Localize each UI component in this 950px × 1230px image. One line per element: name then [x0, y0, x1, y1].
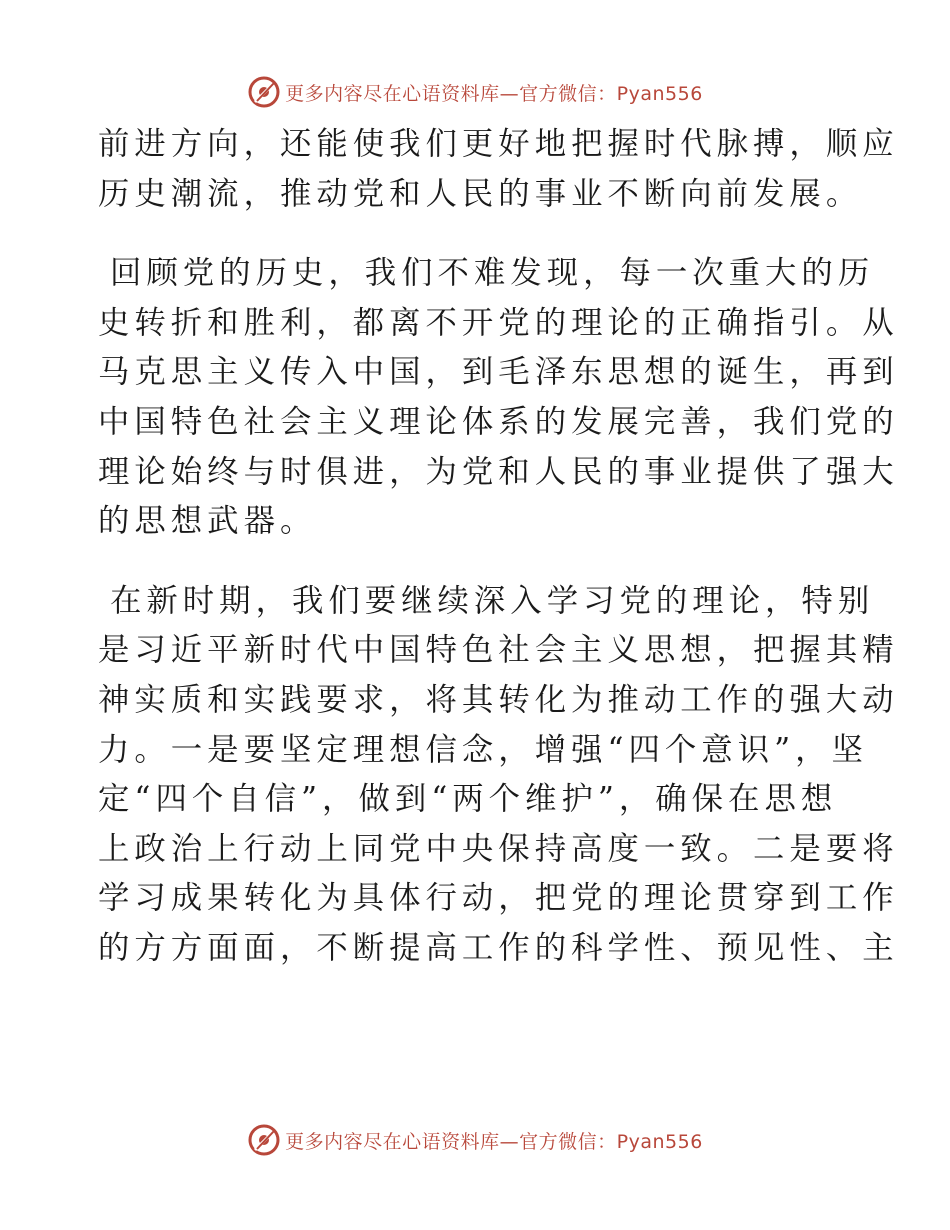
- footer-banner: [0, 1120, 950, 1160]
- text-line: 回顾党的历史，我们不难发现，每一次重大的历: [110, 255, 875, 292]
- text-line: 的方方面面，不断提高工作的科学性、预见性、主: [98, 929, 899, 966]
- brand-logo-icon: [247, 1123, 281, 1157]
- text-line: 的思想武器。: [98, 503, 317, 540]
- text-line: 神实质和实践要求，将其转化为推动工作的强大动: [98, 681, 899, 718]
- text-line: 历史潮流，推动党和人民的事业不断向前发展。: [98, 175, 863, 212]
- header-banner-text: 更多内容尽在心语资料库—官方微信：Pyan556: [285, 82, 703, 105]
- header-banner: [0, 72, 950, 112]
- text-line: 理论始终与时俱进，为党和人民的事业提供了强大: [98, 453, 899, 490]
- text-line: 在新时期，我们要继续深入学习党的理论，特别: [110, 582, 875, 619]
- footer-banner-text: 更多内容尽在心语资料库—官方微信：Pyan556: [285, 1130, 703, 1153]
- text-line: 中国特色社会主义理论体系的发展完善，我们党的: [98, 403, 899, 440]
- text-line: 定“四个自信”，做到“两个维护”，确保在思想: [98, 781, 838, 818]
- text-line: 是习近平新时代中国特色社会主义思想，把握其精: [98, 632, 899, 669]
- paragraph: [98, 249, 899, 547]
- brand-logo-icon: [247, 75, 281, 109]
- text-line: 前进方向，还能使我们更好地把握时代脉搏，顺应: [98, 126, 899, 162]
- document-body: [98, 120, 899, 974]
- text-line: 学习成果转化为具体行动，把党的理论贯穿到工作: [98, 880, 899, 917]
- text-line: 上政治上行动上同党中央保持高度一致。二是要将: [98, 830, 899, 867]
- text-line: 力。一是要坚定理想信念，增强“四个意识”，坚: [98, 731, 868, 768]
- text-line: 马克思主义传入中国，到毛泽东思想的诞生，再到: [98, 354, 899, 391]
- paragraph: [98, 120, 899, 219]
- paragraph: [98, 577, 899, 974]
- text-line: 史转折和胜利，都离不开党的理论的正确指引。从: [98, 304, 899, 341]
